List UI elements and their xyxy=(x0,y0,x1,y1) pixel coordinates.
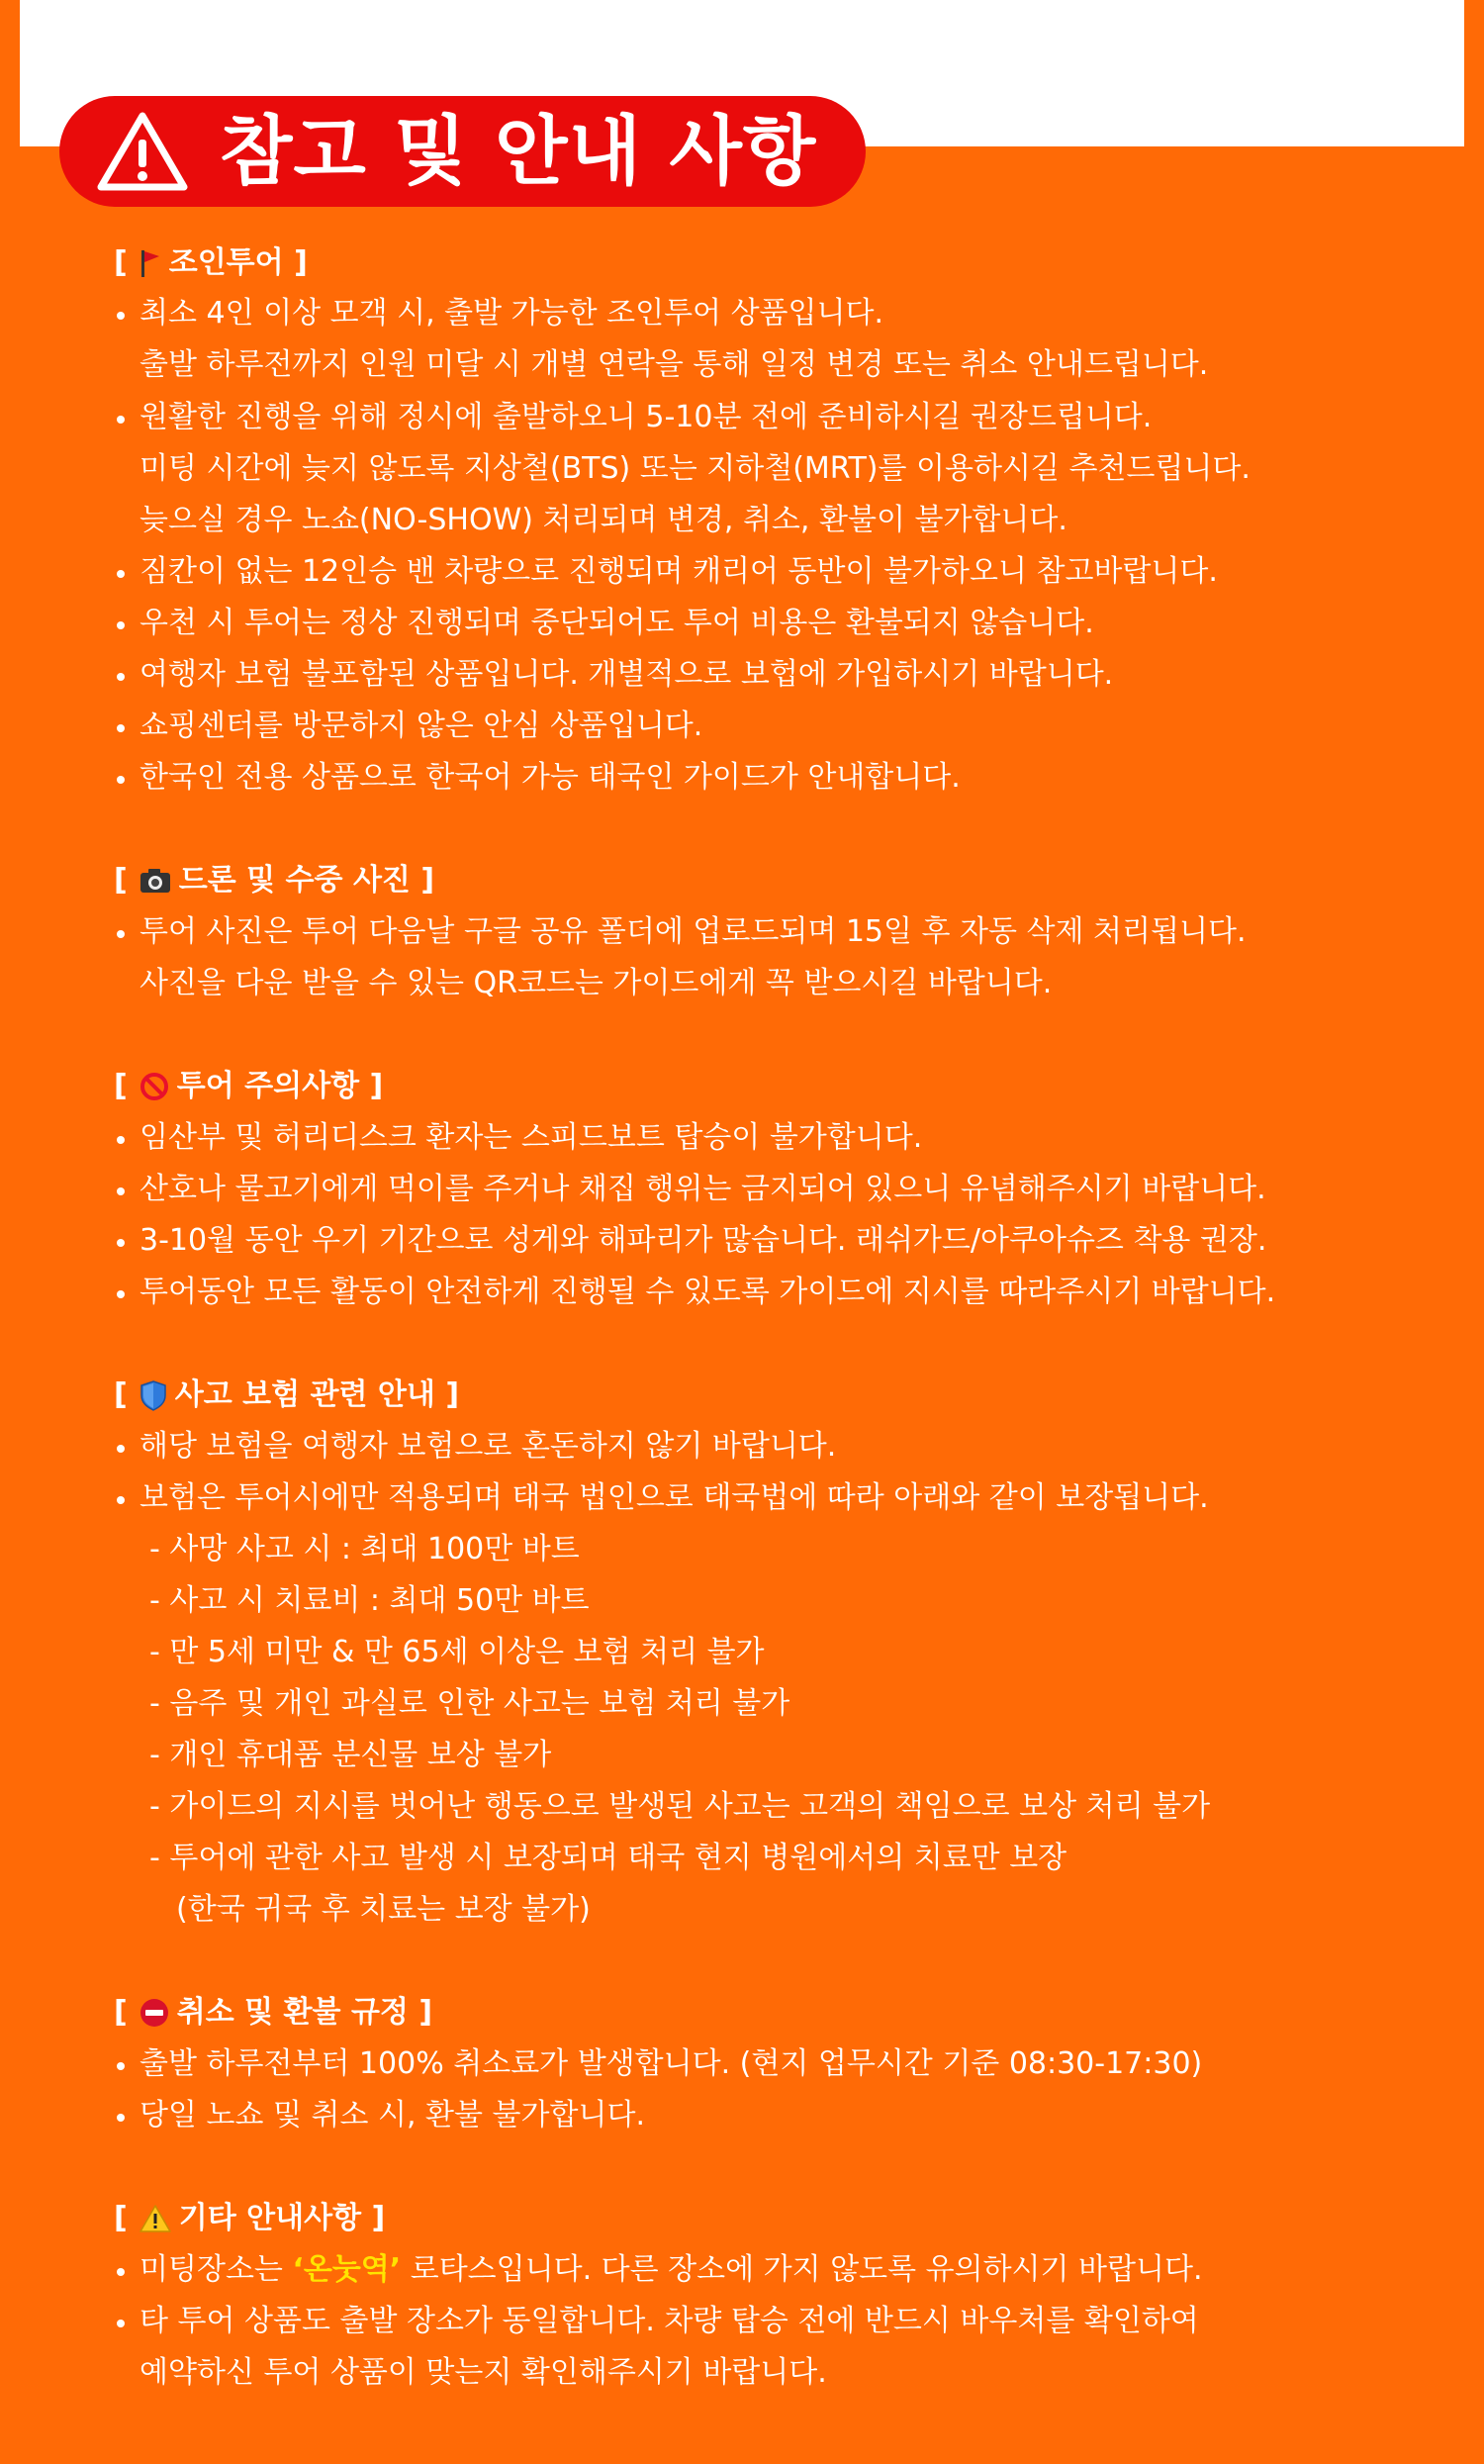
bullet-dot xyxy=(117,1445,125,1453)
meeting-place-highlight: ‘온눗역’ xyxy=(292,2252,402,2287)
no-entry-icon xyxy=(139,1998,169,2028)
list-item: 원활한 진행을 위해 정시에 출발하오니 5-10분 전에 준비하시길 권장드립니다. xyxy=(139,400,1153,434)
list-item: 타 투어 상품도 출발 장소가 동일합니다. 차량 탑승 전에 반드시 바우처를 확인하여 xyxy=(139,2304,1199,2338)
list-item: 투어동안 모든 활동이 안전하게 진행될 수 있도록 가이드에 지시를 따라주시기 바랍니다. xyxy=(139,1275,1276,1309)
sub-item: - 만 5세 미만 & 만 65세 이상은 보험 처리 불가 xyxy=(149,1635,765,1669)
list-item-continuation: 늦으실 경우 노쇼(NO-SHOW) 처리되며 변경, 취소, 환불이 불가합니다. xyxy=(139,503,1067,537)
bullet-dot xyxy=(117,1496,125,1504)
sub-item: - 투어에 관한 사고 발생 시 보장되며 태국 현지 병원에서의 치료만 보장 xyxy=(149,1841,1067,1875)
list-item: 미팅장소는 ‘온눗역’ 로타스입니다. 다른 장소에 가지 않도록 유의하시기 바랍니다. xyxy=(139,2252,1203,2287)
section-header-join-tour: [ 조인투어 ] xyxy=(114,245,308,280)
bullet-dot xyxy=(117,1136,125,1144)
bullet-dot xyxy=(117,416,125,424)
warning-icon xyxy=(139,2205,171,2232)
bullet-dot xyxy=(117,621,125,629)
prohibited-icon xyxy=(139,1072,169,1101)
bullet-dot xyxy=(117,1187,125,1195)
bullet-dot xyxy=(117,1239,125,1247)
section-header-tour-caution: [ 투어 주의사항 ] xyxy=(114,1069,384,1103)
shield-icon xyxy=(139,1379,167,1411)
list-item: 출발 하루전부터 100% 취소료가 발생합니다. (현지 업무시간 기준 08:30-17:30) xyxy=(139,2046,1203,2081)
bullet-dot xyxy=(117,2320,125,2327)
list-item: 해당 보험을 여행자 보험으로 혼돈하지 않기 바랍니다. xyxy=(139,1429,837,1464)
list-item-continuation: 미팅 시간에 늦지 않도록 지상철(BTS) 또는 지하철(MRT)를 이용하시길 추천드립니다. xyxy=(139,451,1251,486)
list-item: 투어 사진은 투어 다음날 구글 공유 폴더에 업로드되며 15일 후 자동 삭제 처리됩니다. xyxy=(139,914,1247,949)
section-header-cancel-refund: [ 취소 및 환불 규정 ] xyxy=(114,1995,433,2030)
sub-item: - 가이드의 지시를 벗어난 행동으로 발생된 사고는 고객의 책임으로 보상 처리 불가 xyxy=(149,1789,1211,1824)
list-item: 3-10월 동안 우기 기간으로 성게와 해파리가 많습니다. 래쉬가드/아쿠아슈즈 착용 권장. xyxy=(139,1223,1267,1258)
list-item: 쇼핑센터를 방문하지 않은 안심 상품입니다. xyxy=(139,709,703,743)
list-item: 최소 4인 이상 모객 시, 출발 가능한 조인투어 상품입니다. xyxy=(139,296,884,331)
sub-item-continuation: (한국 귀국 후 치료는 보장 불가) xyxy=(176,1892,591,1927)
sub-item: - 음주 및 개인 과실로 인한 사고는 보험 처리 불가 xyxy=(149,1686,790,1721)
bullet-dot xyxy=(117,673,125,681)
list-item-continuation: 사진을 다운 받을 수 있는 QR코드는 가이드에게 꼭 받으시길 바랍니다. xyxy=(139,966,1053,1000)
sub-item: - 사고 시 치료비 : 최대 50만 바트 xyxy=(149,1583,590,1618)
bullet-dot xyxy=(117,776,125,784)
title-banner xyxy=(59,96,866,207)
section-header-drone-photo: [ 드론 및 수중 사진 ] xyxy=(114,863,435,898)
list-item: 한국인 전용 상품으로 한국어 가능 태국인 가이드가 안내합니다. xyxy=(139,760,961,795)
sub-item: - 사망 사고 시 : 최대 100만 바트 xyxy=(149,1532,580,1566)
bullet-dot xyxy=(117,2114,125,2122)
section-header-other-notes: [ 기타 안내사항 ] xyxy=(114,2201,386,2235)
list-item-continuation: 예약하신 투어 상품이 맞는지 확인해주시기 바랍니다. xyxy=(139,2355,827,2390)
list-item: 우천 시 투어는 정상 진행되며 중단되어도 투어 비용은 환불되지 않습니다. xyxy=(139,606,1094,640)
warning-triangle-icon xyxy=(95,110,190,193)
flag-icon xyxy=(139,248,161,278)
bullet-dot xyxy=(117,2062,125,2070)
list-item-continuation: 출발 하루전까지 인원 미달 시 개별 연락을 통해 일정 변경 또는 취소 안내드립니다. xyxy=(139,347,1209,382)
bullet-dot xyxy=(117,2268,125,2276)
page-title: 참고 및 안내 사항 xyxy=(220,107,817,195)
bullet-dot xyxy=(117,1290,125,1298)
camera-icon xyxy=(139,868,171,894)
list-item: 짐칸이 없는 12인승 밴 차량으로 진행되며 캐리어 동반이 불가하오니 참고바랍니다. xyxy=(139,554,1218,589)
bullet-dot xyxy=(117,930,125,938)
list-item: 산호나 물고기에게 먹이를 주거나 채집 행위는 금지되어 있으니 유념해주시기 바랍니다. xyxy=(139,1172,1266,1206)
bullet-dot xyxy=(117,570,125,578)
list-item: 여행자 보험 불포함된 상품입니다. 개별적으로 보헙에 가입하시기 바랍니다. xyxy=(139,657,1114,692)
bullet-dot xyxy=(117,724,125,732)
section-header-insurance: [ 사고 보험 관련 안내 ] xyxy=(114,1377,460,1412)
bullet-dot xyxy=(117,312,125,320)
list-item: 보험은 투어시에만 적용되며 태국 법인으로 태국법에 따라 아래와 같이 보장됩니다. xyxy=(139,1480,1209,1515)
list-item: 당일 노쇼 및 취소 시, 환불 불가합니다. xyxy=(139,2098,645,2132)
list-item: 임산부 및 허리디스크 환자는 스피드보트 탑승이 불가합니다. xyxy=(139,1120,923,1155)
sub-item: - 개인 휴대품 분신물 보상 불가 xyxy=(149,1738,552,1772)
